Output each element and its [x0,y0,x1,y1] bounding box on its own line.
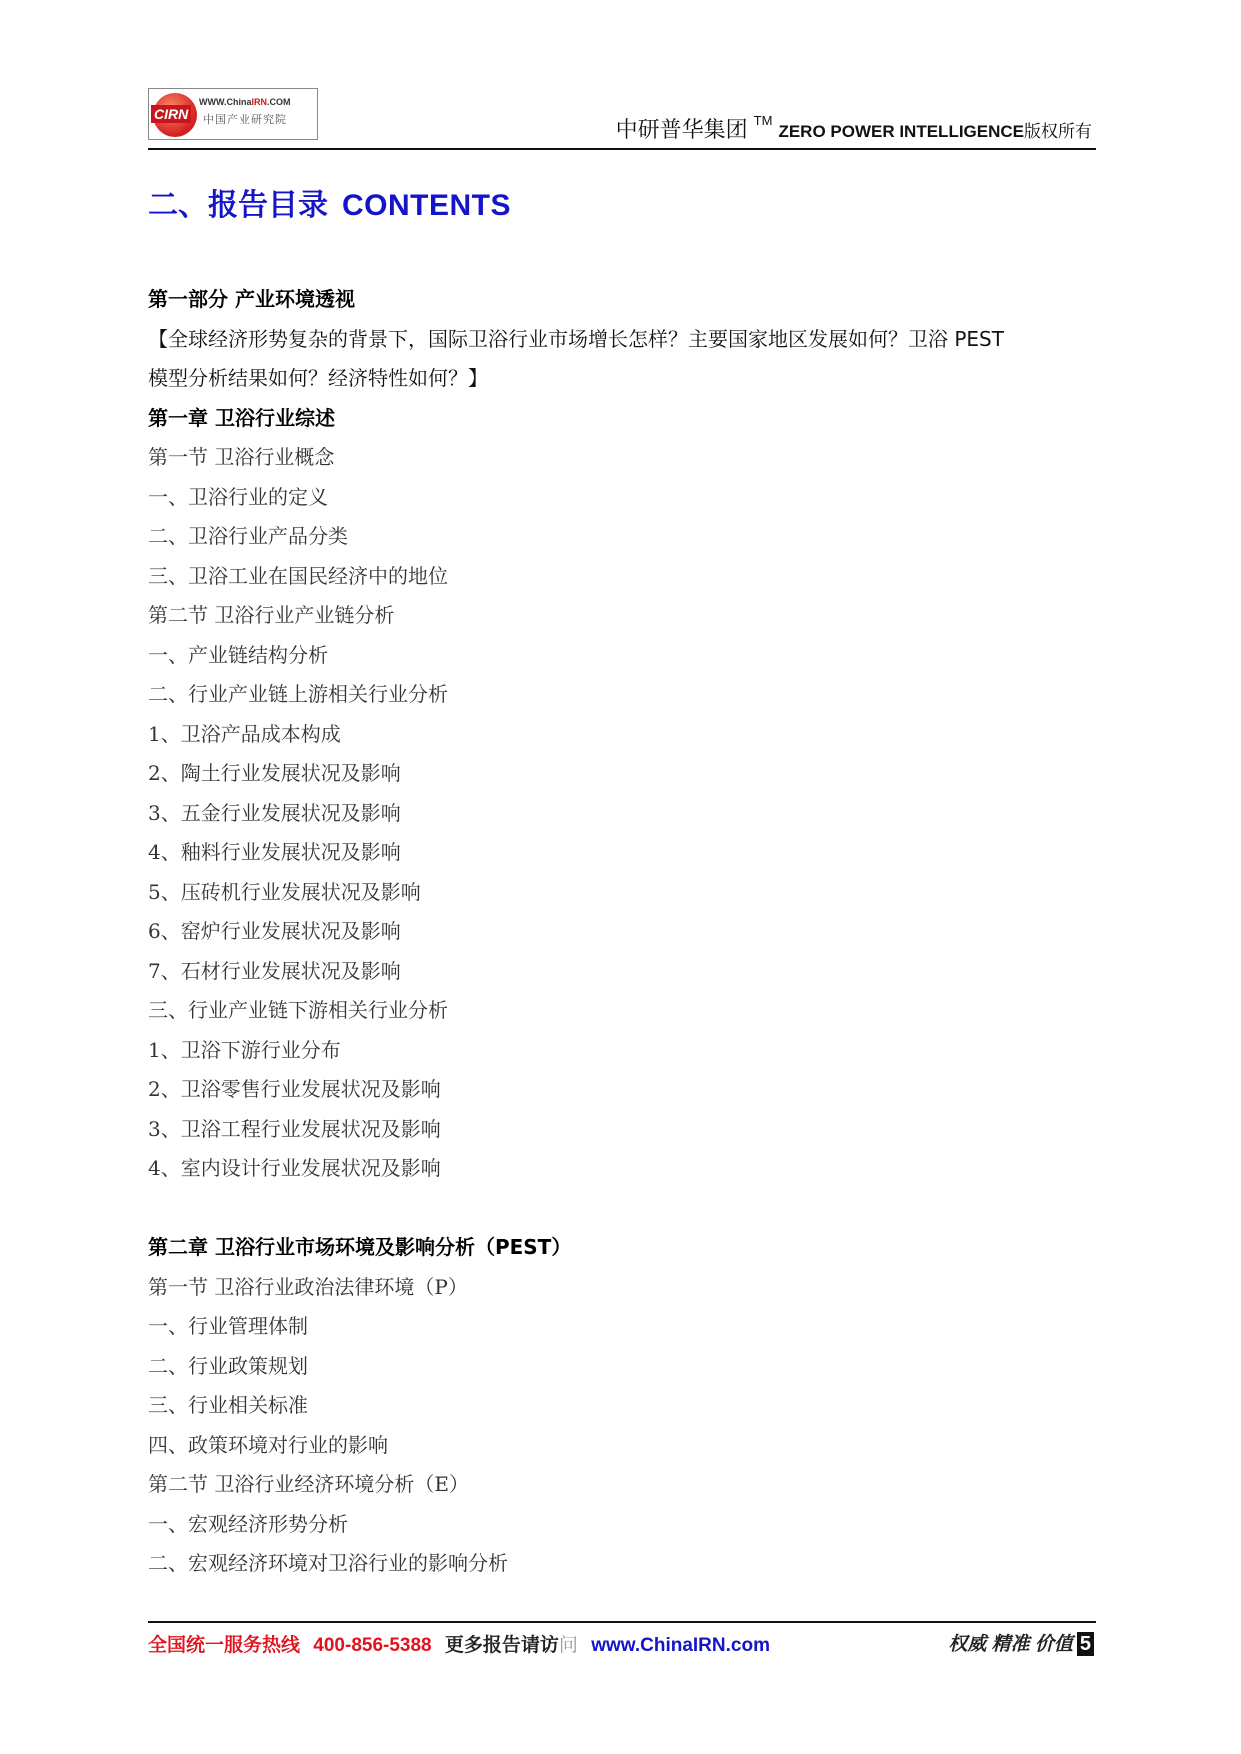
toc-item: 二、行业产业链上游相关行业分析 [148,682,448,706]
page-title [148,180,511,224]
toc-item: 3、卫浴工程行业发展状况及影响 [148,1116,441,1141]
toc-item: 一、卫浴行业的定义 [148,484,328,509]
brand-english: ZERO POWER INTELLIGENCE [778,122,1024,141]
toc-item: 2、卫浴零售行业发展状况及影响 [148,1077,441,1101]
brand-line [616,113,1092,144]
hotline-number: 400-856-5388 [313,1635,432,1656]
toc-item: 4、室内设计行业发展状况及影响 [148,1156,441,1180]
toc-item: 三、行业相关标准 [148,1393,308,1417]
trademark: TM [753,113,773,128]
toc-item: 二、卫浴行业产品分类 [148,524,348,548]
toc-item: 二、行业政策规划 [148,1353,308,1378]
more-reports-tail: 问 [558,1635,578,1656]
toc-item: 第一节 卫浴行业概念 [148,445,335,469]
toc-item: 1、卫浴下游行业分布 [148,1037,341,1062]
toc-item: 一、行业管理体制 [148,1314,308,1338]
toc-summary: 【全球经济形势复杂的背景下，国际卫浴行业市场增长怎样？主要国家地区发展如何？卫浴 PEST [148,326,1004,351]
toc-item: 四、政策环境对行业的影响 [148,1432,388,1457]
toc-heading: 第二章 卫浴行业市场环境及影响分析（PEST） [148,1235,572,1259]
toc-item: 第一节 卫浴行业政治法律环境（P） [148,1274,468,1299]
footer-slogan [948,1629,1094,1656]
toc-item: 一、产业链结构分析 [148,642,328,667]
company-logo [148,88,318,140]
toc-heading: 第一章 卫浴行业综述 [148,405,335,430]
header-divider [148,148,1096,150]
toc-item: 第二节 卫浴行业经济环境分析（E） [148,1472,469,1496]
hotline-label: 全国统一服务热线 [148,1635,301,1656]
toc-item: 二、宏观经济环境对卫浴行业的影响分析 [148,1551,508,1575]
toc-item: 3、五金行业发展状况及影响 [148,800,401,825]
toc-item: 第二节 卫浴行业产业链分析 [148,603,395,627]
toc-summary: 模型分析结果如何？经济特性如何？】 [148,366,488,390]
toc-spacer [148,1189,1098,1229]
copyright-text: 版权所有 [1024,122,1092,142]
logo-url: WWW.ChinaIRN.COM [199,97,291,107]
logo-chinese-name: 中国产业研究院 [203,113,287,126]
website-link[interactable]: www.ChinaIRN.com [591,1635,770,1656]
toc-item: 6、窑炉行业发展状况及影响 [148,919,401,943]
page-header [148,86,1098,150]
page-number: 5 [1077,1632,1094,1656]
title-english: CONTENTS [342,189,511,222]
toc-item: 7、石材行业发展状况及影响 [148,958,401,983]
more-reports-text: 更多报告请访 [444,1635,559,1656]
toc-item: 三、卫浴工业在国民经济中的地位 [148,563,448,588]
slogan-text: 权威 精准 价值 [948,1634,1073,1655]
logo-badge: CIRN [151,105,191,123]
toc-item: 5、压砖机行业发展状况及影响 [148,879,421,904]
page-footer [148,1620,1098,1660]
toc-item: 1、卫浴产品成本构成 [148,721,341,746]
title-chinese: 二、报告目录 [148,188,328,223]
toc-item: 2、陶土行业发展状况及影响 [148,761,401,785]
footer-contact [148,1630,770,1657]
brand-chinese: 中研普华集团 [615,118,748,143]
toc-item: 一、宏观经济形势分析 [148,1511,348,1536]
table-of-contents [148,280,1098,1584]
toc-heading: 第一部分 产业环境透视 [148,287,355,311]
toc-item: 三、行业产业链下游相关行业分析 [148,998,448,1022]
toc-item: 4、釉料行业发展状况及影响 [148,840,401,864]
